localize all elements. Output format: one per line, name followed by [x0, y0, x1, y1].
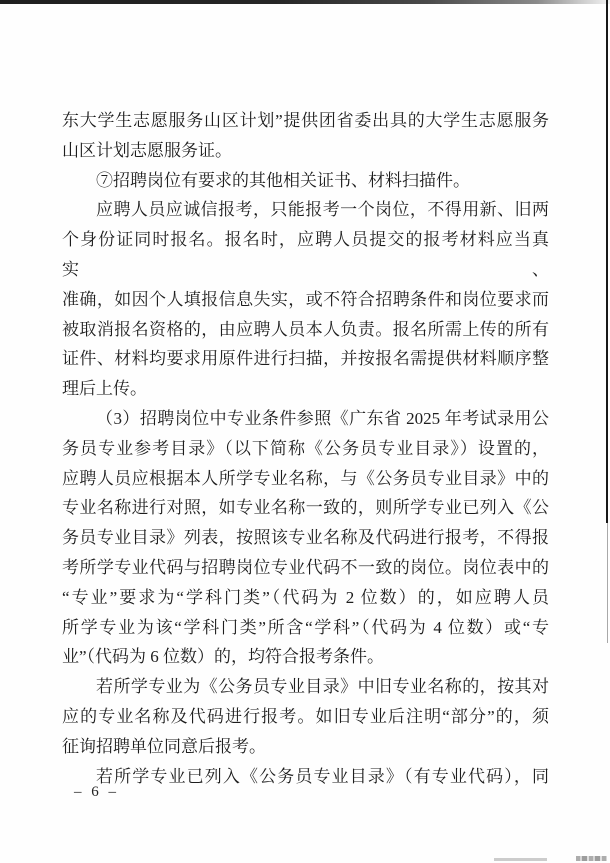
scan-artifact-bottom-smudge: [494, 858, 547, 861]
text-line: 若所学专业已列入《公务员专业目录》（有专业代码），同: [96, 766, 549, 786]
text-line: 准确，如因个人填报信息失实，或不符合招聘条件和岗位要求而: [62, 289, 549, 309]
text-line: 理后上传。: [62, 379, 147, 399]
page-number: – 6 –: [74, 784, 119, 800]
scan-artifact-right-line-faint: [607, 523, 609, 643]
text-line: 专业名称进行对照，如专业名称一致的，则所学专业已列入《公: [62, 498, 549, 518]
document-body: [62, 106, 549, 791]
scan-artifact-right-line: [606, 0, 608, 523]
text-line: 业”（代码为 6 位数）的，均符合报考条件。: [62, 647, 385, 667]
text-line: 应的专业名称及代码进行报考。如旧专业后注明“部分”的，须: [62, 706, 549, 726]
text-line: 山区计划志愿服务证。: [62, 140, 232, 160]
text-line: 所学专业为该“学科门类”所含“学科”（代码为 4 位数）或“专: [62, 617, 549, 637]
text-line: 务员专业目录》列表，按照该专业名称及代码进行报考，不得报: [62, 528, 549, 548]
scan-artifact-bottom-smudge: [576, 856, 607, 861]
text-line: （3）招聘岗位中专业条件参照《广东省 2025 年考试录用公: [96, 408, 549, 428]
text-line: “专业”要求为“学科门类”（代码为 2 位数）的，如应聘人员: [62, 587, 549, 607]
text-line: 征询招聘单位同意后报考。: [62, 736, 266, 756]
text-line: 应聘人员应根据本人所学专业名称，与《公务员专业目录》中的: [62, 468, 549, 488]
text-line: 若所学专业为《公务员专业目录》中旧专业名称的，按其对: [96, 677, 549, 697]
text-line: 个身份证同时报名。报名时，应聘人员提交的报考材料应当真实、: [62, 230, 549, 279]
text-line: 证件、材料均要求用原件进行扫描，并按报名需提供材料顺序整: [62, 349, 549, 369]
text-line: 被取消报名资格的，由应聘人员本人负责。报名所需上传的所有: [62, 319, 549, 339]
text-line: 考所学专业代码与招聘岗位专业代码不一致的岗位。岗位表中的: [62, 557, 549, 577]
scan-artifact-top-edge: [0, 0, 610, 4]
text-line: 务员专业参考目录》（以下简称《公务员专业目录》）设置的，: [62, 438, 549, 458]
text-line: 东大学生志愿服务山区计划”提供团省委出具的大学生志愿服务: [62, 111, 549, 130]
text-line: ⑦招聘岗位有要求的其他相关证书、材料扫描件。: [96, 170, 470, 190]
text-line: 应聘人员应诚信报考，只能报考一个岗位，不得用新、旧两: [96, 200, 549, 220]
